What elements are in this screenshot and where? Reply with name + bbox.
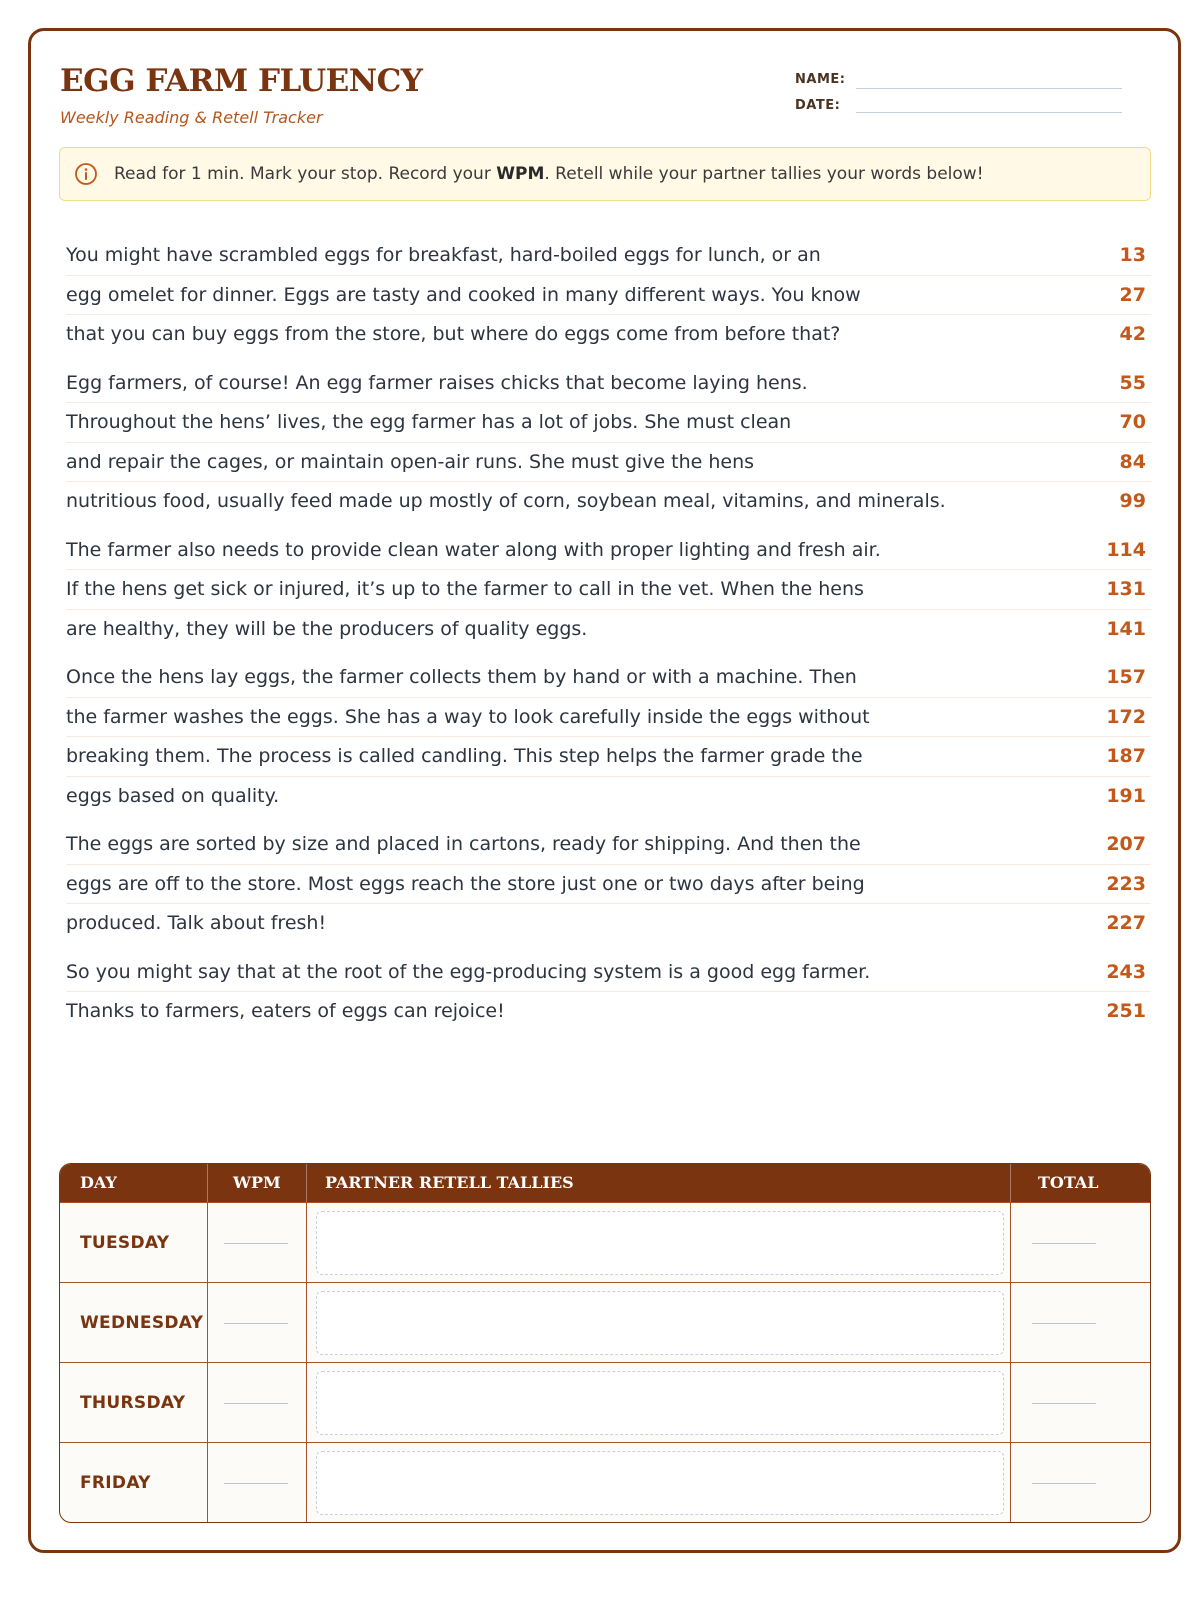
tally-box[interactable] [316,1451,1004,1515]
day-label: WEDNESDAY [80,1313,204,1333]
info-icon [74,162,98,186]
passage-paragraph [66,658,1151,815]
line-text: eggs are off to the store. Most eggs reach the store just one or two days after being [66,872,865,895]
passage-line [66,777,1151,816]
word-count: 55 [1119,371,1146,394]
column-header-day: DAY [80,1173,117,1192]
passage-line [66,698,1151,738]
word-count: 243 [1106,960,1146,983]
line-text: the farmer washes the eggs. She has a way to look carefully inside the eggs without [66,705,870,728]
word-count: 13 [1119,244,1146,266]
passage-line [66,570,1151,610]
line-text: Throughout the hens’ lives, the egg farmer has a lot of jobs. She must clean [66,411,792,433]
passage-line [66,443,1151,483]
day-label: TUESDAY [80,1233,170,1253]
tally-box[interactable] [316,1211,1004,1275]
word-count: 114 [1106,538,1146,561]
table-row [60,1282,1150,1364]
column-header-wpm: WPM [233,1173,281,1192]
wpm-blank[interactable] [224,1403,288,1404]
word-count: 251 [1106,1000,1146,1022]
instructions-text: Read for 1 min. Mark your stop. Record your WPM. Retell while your partner tallies your words below! [114,164,984,184]
word-count: 227 [1106,912,1146,934]
wpm-blank[interactable] [224,1243,288,1244]
passage-line [66,865,1151,905]
line-text: The farmer also needs to provide clean water along with proper lighting and fresh air. [66,538,881,561]
line-text: and repair the cages, or maintain open-air runs. She must give the hens [66,450,755,473]
line-text: are healthy, they will be the producers of quality eggs. [66,617,588,640]
worksheet [28,28,1181,1553]
passage-line [66,992,1151,1031]
wpm-blank[interactable] [224,1323,288,1324]
passage-paragraph [66,236,1151,354]
word-count: 223 [1106,872,1146,895]
word-count: 99 [1119,490,1146,512]
passage-paragraph [66,825,1151,943]
retell-tracker-table [59,1163,1151,1523]
word-count: 84 [1119,450,1146,473]
total-blank[interactable] [1032,1483,1096,1484]
line-text: egg omelet for dinner. Eggs are tasty and cooked in many different ways. You know [66,283,861,306]
line-text: You might have scrambled eggs for breakfast, hard-boiled eggs for lunch, or an [66,244,821,266]
line-text: Egg farmers, of course! An egg farmer raises chicks that become laying hens. [66,371,808,394]
word-count: 207 [1106,833,1146,855]
word-count: 42 [1119,323,1146,345]
line-text: Thanks to farmers, eaters of eggs can rejoice! [66,1000,505,1022]
passage-paragraph [66,531,1151,649]
table-row [60,1202,1150,1284]
passage-line [66,482,1151,521]
word-count: 172 [1106,705,1146,728]
line-text: So you might say that at the root of the egg-producing system is a good egg farmer. [66,960,871,983]
word-count: 27 [1119,283,1146,306]
total-blank[interactable] [1032,1403,1096,1404]
table-header [60,1164,1150,1202]
passage-line [66,276,1151,316]
passage-line [66,953,1151,993]
passage-line [66,531,1151,571]
date-field[interactable] [856,112,1122,113]
passage-line [66,403,1151,443]
day-label: THURSDAY [80,1393,186,1413]
reading-passage [66,236,1151,1041]
line-text: If the hens get sick or injured, it’s up to the farmer to call in the vet. When the hens [66,578,864,600]
passage-line [66,825,1151,865]
passage-line [66,315,1151,354]
instructions-banner [59,147,1151,201]
passage-paragraph [66,953,1151,1031]
page-subtitle: Weekly Reading & Retell Tracker [60,108,323,127]
tally-box[interactable] [316,1371,1004,1435]
date-label: DATE: [795,98,841,113]
total-blank[interactable] [1032,1323,1096,1324]
line-text: that you can buy eggs from the store, but where do eggs come from before that? [66,323,841,345]
day-label: FRIDAY [80,1473,151,1493]
passage-line [66,364,1151,404]
passage-paragraph [66,364,1151,521]
name-field[interactable] [856,88,1122,89]
table-row [60,1442,1150,1523]
passage-line [66,658,1151,698]
line-text: eggs based on quality. [66,784,280,807]
line-text: The eggs are sorted by size and placed in cartons, ready for shipping. And then the [66,833,861,855]
page-title: EGG FARM FLUENCY [60,63,423,99]
word-count: 70 [1119,411,1146,433]
line-text: produced. Talk about fresh! [66,912,327,934]
passage-line [66,904,1151,943]
table-row [60,1362,1150,1444]
total-blank[interactable] [1032,1243,1096,1244]
wpm-blank[interactable] [224,1483,288,1484]
name-label: NAME: [795,72,846,87]
column-header-total: TOTAL [1038,1173,1099,1192]
word-count: 131 [1106,578,1146,600]
line-text: nutritious food, usually feed made up mostly of corn, soybean meal, vitamins, and minerals. [66,490,946,512]
word-count: 187 [1106,745,1146,767]
tally-box[interactable] [316,1291,1004,1355]
word-count: 141 [1106,617,1146,640]
word-count: 191 [1106,784,1146,807]
column-header-tallies: PARTNER RETELL TALLIES [325,1173,574,1192]
passage-line [66,236,1151,276]
line-text: Once the hens lay eggs, the farmer collects them by hand or with a machine. Then [66,666,857,688]
word-count: 157 [1106,666,1146,688]
passage-line [66,610,1151,649]
passage-line [66,737,1151,777]
line-text: breaking them. The process is called candling. This step helps the farmer grade the [66,745,863,767]
